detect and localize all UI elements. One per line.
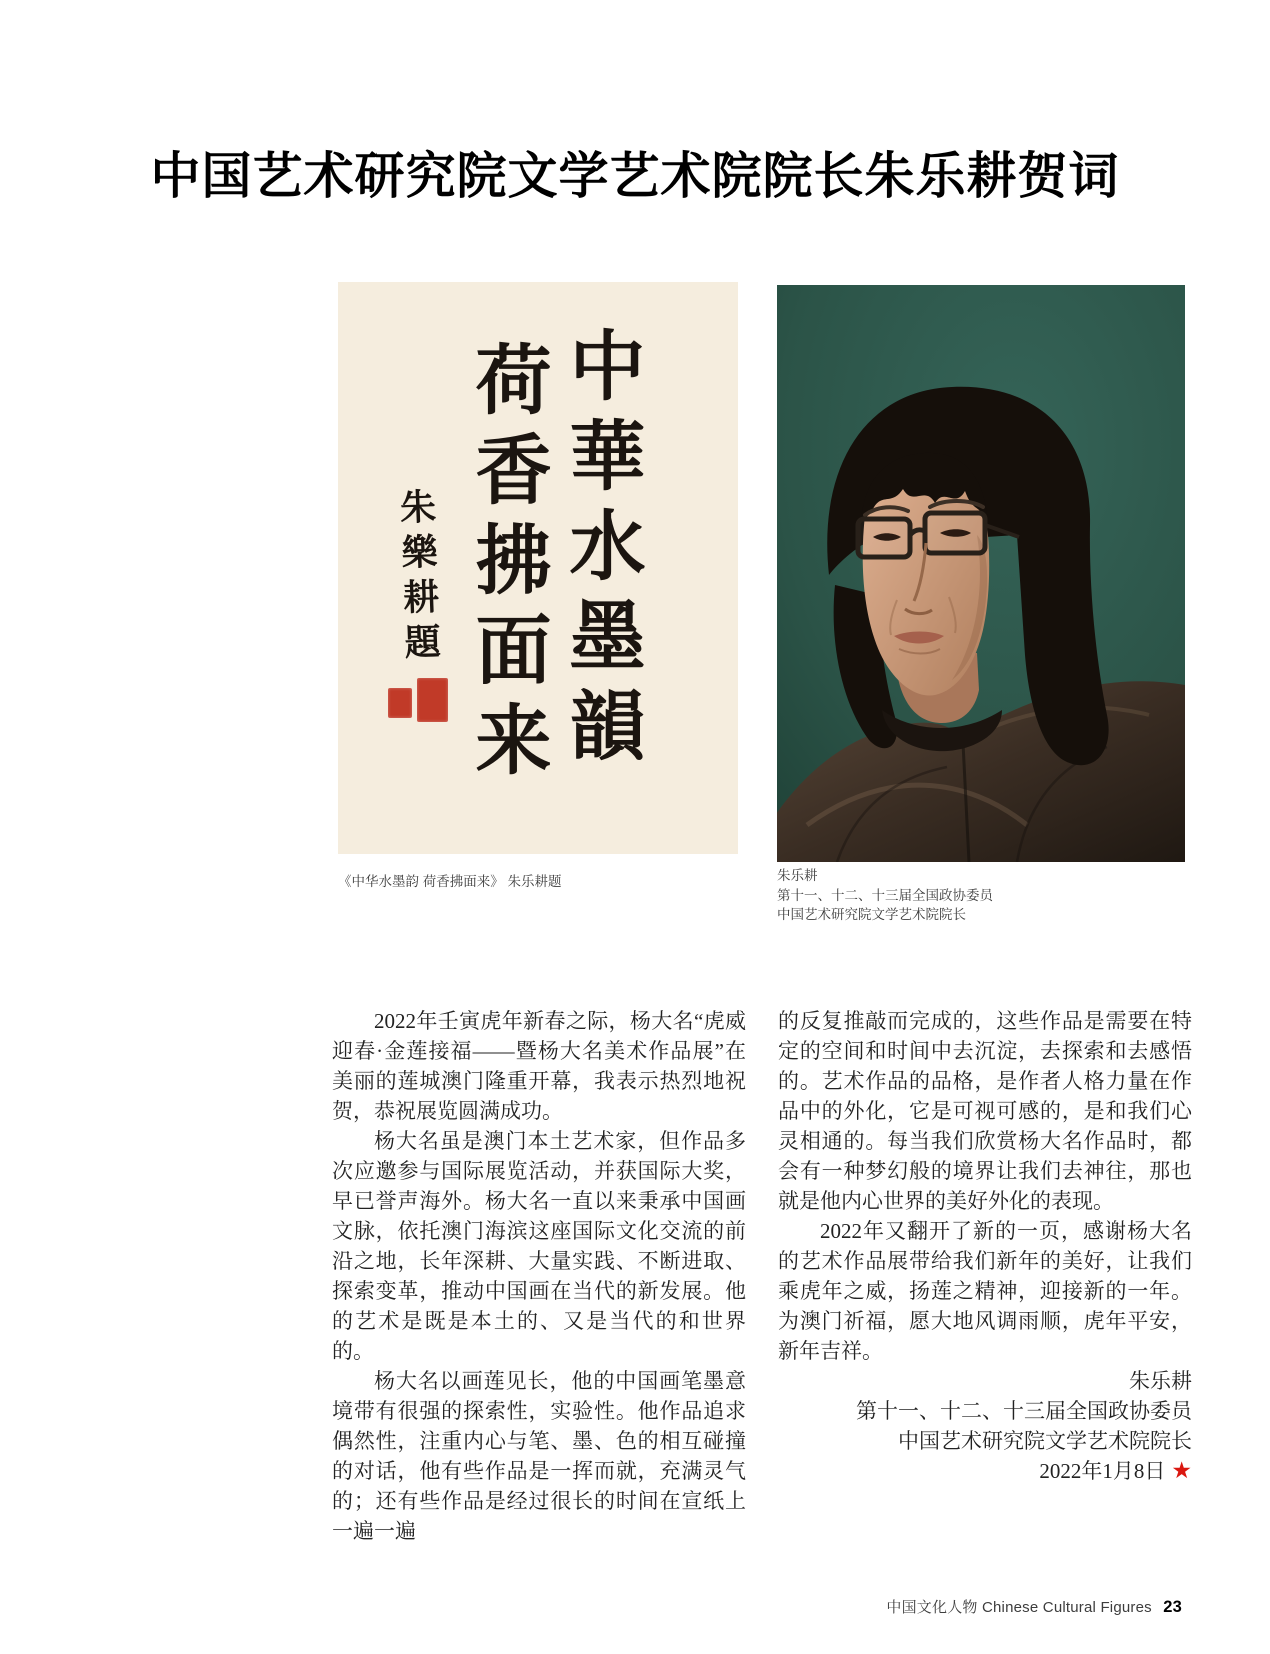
signoff-role-2: 中国艺术研究院文学艺术院院长 [898,1429,1192,1453]
portrait-photo [777,285,1185,862]
footer-label-cn: 中国文化人物 [886,1599,978,1616]
article-paragraph: 的反复推敲而完成的，这些作品是需要在特定的空间和时间中去沉淀，去探索和去感悟的。艺术作品的品格，是作者人格力量在作品中的外化，它是可视可感的，是和我们心灵相通的。每当我们欣赏杨大名作品时，都会有一种梦幻般的境界让我们去神往，那也就是他内心世界的美好外化的表现。 [778,1009,1192,1213]
portrait-caption-role-2: 中国艺术研究院文学艺术院院长 [777,907,966,922]
star-icon: ★ [1171,1458,1192,1483]
page-title: 中国艺术研究院文学艺术院院长朱乐耕贺词 [150,148,1120,204]
portrait-caption-name: 朱乐耕 [777,868,818,883]
article-left-column [332,1006,746,1546]
article-paragraph: 杨大名虽是澳门本土艺术家，但作品多次应邀参与国际展览活动，并获国际大奖，早已誉声海外。杨大名一直以来秉承中国画文脉，依托澳门海滨这座国际文化交流的前沿之地，长年深耕、大量实践、不断进取、探索变革，推动中国画在当代的新发展。他的艺术是既是本土的、又是当代的和世界的。 [332,1129,746,1363]
calligraphy-signature: 朱樂耕題 [394,487,442,669]
portrait-caption [777,866,993,925]
signoff-role-1: 第十一、十二、十三届全国政协委员 [856,1399,1192,1423]
calligraphy-caption: 《中华水墨韵 荷香拂面来》 朱乐耕题 [338,874,562,889]
footer-label-en: Chinese Cultural Figures [981,1599,1152,1616]
artist-seal-icon [417,678,448,722]
article-paragraph: 2022年又翻开了新的一页，感谢杨大名的艺术作品展带给我们新年的美好，让我们乘虎年之威，扬莲之精神，迎接新的一年。为澳门祈福，愿大地风调雨顺，虎年平安，新年吉祥。 [778,1219,1192,1363]
portrait-caption-role-1: 第十一、十二、十三届全国政协委员 [777,887,993,903]
article-right-column [778,1006,1192,1546]
artist-seal-icon [388,688,412,718]
calligraphy-text-left-column: 荷香拂面来 [464,340,548,790]
article-paragraph: 杨大名以画莲见长，他的中国画笔墨意境带有很强的探索性，实验性。他作品追求偶然性，注重内心与笔、墨、色的相互碰撞的对话，他有些作品是一挥而就，充满灵气的；还有些作品是经过很长的时间在宣纸上一遍一遍 [332,1369,746,1543]
article-signoff [778,1366,1192,1486]
signoff-date: 2022年1月8日 [1039,1459,1166,1483]
portrait-illustration [777,285,1185,862]
signoff-author: 朱乐耕 [1129,1369,1192,1393]
page-footer [886,1596,1182,1617]
article-paragraph: 2022年壬寅虎年新春之际，杨大名“虎威迎春·金莲接福——暨杨大名美术作品展”在美丽的莲城澳门隆重开幕，我表示热烈地祝贺，恭祝展览圆满成功。 [332,1009,746,1123]
footer-page-number: 23 [1163,1598,1182,1616]
calligraphy-artwork [338,282,738,854]
calligraphy-text-right-column: 中華水墨韻 [558,326,642,776]
article-body [332,1006,1192,1546]
signoff-date-line [778,1456,1192,1486]
